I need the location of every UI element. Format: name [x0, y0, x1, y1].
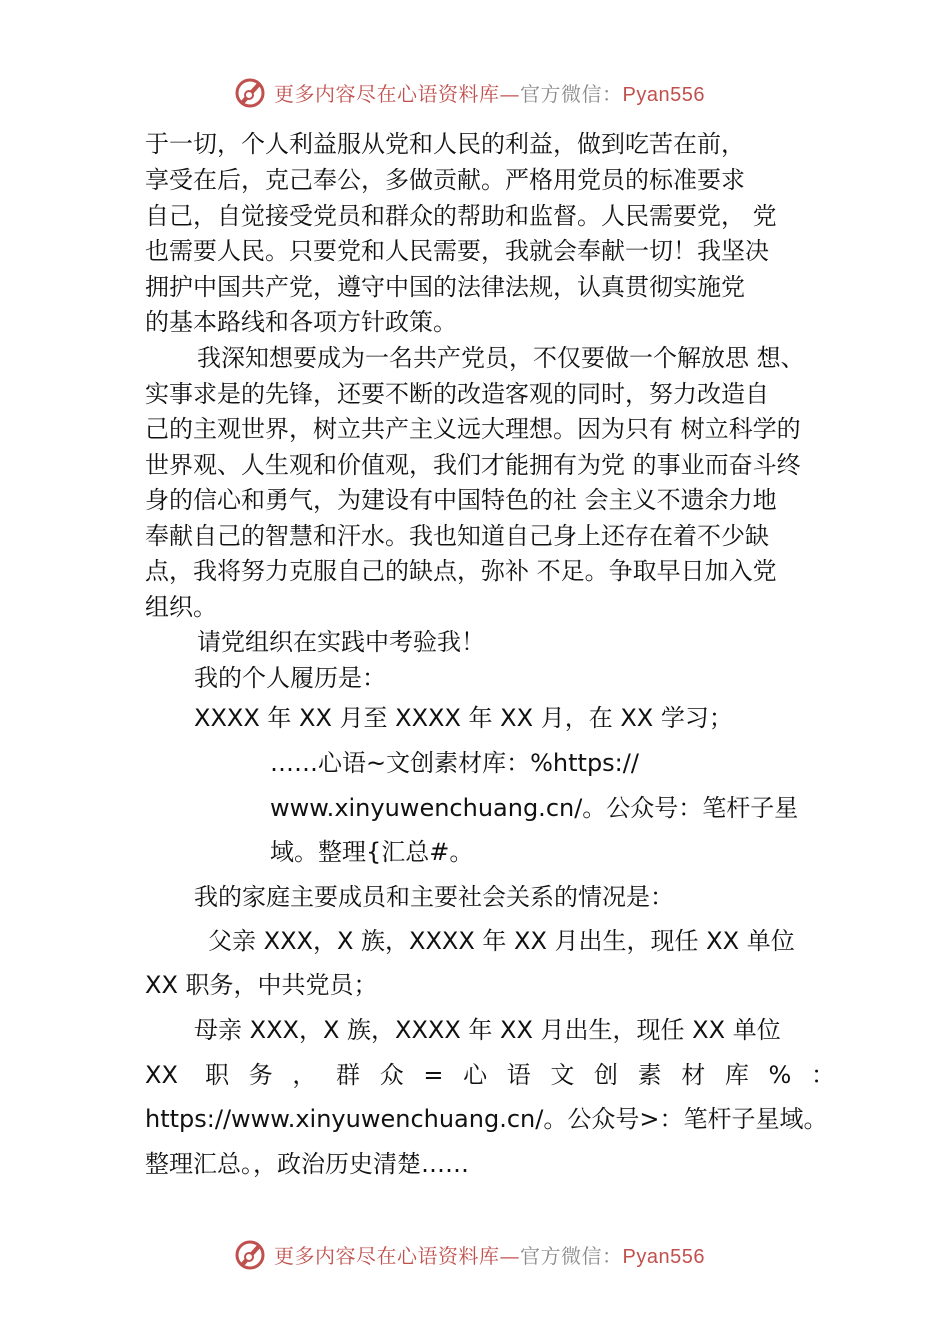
text-line: www.xinyuwenchuang.cn/。公众号：笔杆子星 [270, 794, 799, 822]
text-line: 自己，自觉接受党员和群众的帮助和监督。人民需要党， 党 [145, 202, 777, 230]
text-line: 实事求是的先锋，还要不断的改造客观的同时，努力改造自 [145, 380, 769, 408]
text-line: 我的家庭主要成员和主要社会关系的情况是： [194, 883, 674, 911]
text-line: 整理汇总。，政治历史清楚…… [145, 1150, 469, 1178]
text-line: 点，我将努力克服自己的缺点，弥补 不足。争取早日加入党 [145, 557, 777, 585]
footer-banner [232, 1234, 752, 1274]
text-line: 己的主观世界，树立共产主义远大理想。因为只有 树立科学的 [145, 415, 801, 443]
text-line: https://www.xinyuwenchuang.cn/。公众号>：笔杆子星域。 [145, 1105, 828, 1133]
text-line: 于一切，个人利益服从党和人民的利益，做到吃苦在前， [145, 130, 745, 158]
text-line: 世界观、人生观和价值观，我们才能拥有为党 的事业而奋斗终 [145, 451, 801, 479]
footer-separator: — [499, 1243, 520, 1268]
brand-logo-icon [232, 74, 268, 110]
header-banner [232, 72, 752, 112]
text-line: 享受在后，克己奉公，多做贡献。严格用党员的标准要求 [145, 166, 745, 194]
text-line: 的基本路线和各项方针政策。 [145, 308, 457, 336]
header-separator: — [499, 81, 520, 106]
text-line: 拥护中国共产党，遵守中国的法律法规，认真贯彻实施党 [145, 273, 745, 301]
text-line: XX 职务，群众=心语文创素材库%： [145, 1061, 835, 1089]
footer-site-text: 更多内容尽在心语资料库 [274, 1243, 500, 1268]
footer-wechat-id: Pyan556 [622, 1245, 705, 1268]
text-line: 域。整理{汇总#。 [270, 838, 474, 866]
text-line: XX 职务，中共党员； [145, 971, 378, 999]
text-line: 奉献自己的智慧和汗水。我也知道自己身上还存在着不少缺 [145, 522, 769, 550]
header-wechat-label: 官方微信： [520, 81, 623, 106]
text-line: 组织。 [145, 593, 217, 621]
header-site-text: 更多内容尽在心语资料库 [274, 81, 500, 106]
text-line: 父亲 XXX，X 族，XXXX 年 XX 月出生，现任 XX 单位 [208, 927, 795, 955]
text-line: 也需要人民。只要党和人民需要，我就会奉献一切！我坚决 [145, 237, 769, 265]
brand-logo-icon [232, 1236, 268, 1272]
text-line: 我的个人履历是： [194, 664, 386, 692]
text-line: ……心语~文创素材库：%https:// [270, 749, 639, 777]
text-line: 请党组织在实践中考验我！ [197, 628, 485, 656]
text-line: 我深知想要成为一名共产党员，不仅要做一个解放思 想、 [197, 344, 805, 372]
header-wechat-id: Pyan556 [622, 83, 705, 106]
text-line: 母亲 XXX，X 族，XXXX 年 XX 月出生，现任 XX 单位 [194, 1016, 781, 1044]
text-line: XXXX 年 XX 月至 XXXX 年 XX 月，在 XX 学习； [194, 704, 733, 732]
header-text [274, 78, 705, 107]
text-line: 身的信心和勇气，为建设有中国特色的社 会主义不遗余力地 [145, 486, 777, 514]
footer-text [274, 1240, 705, 1269]
footer-wechat-label: 官方微信： [520, 1243, 623, 1268]
